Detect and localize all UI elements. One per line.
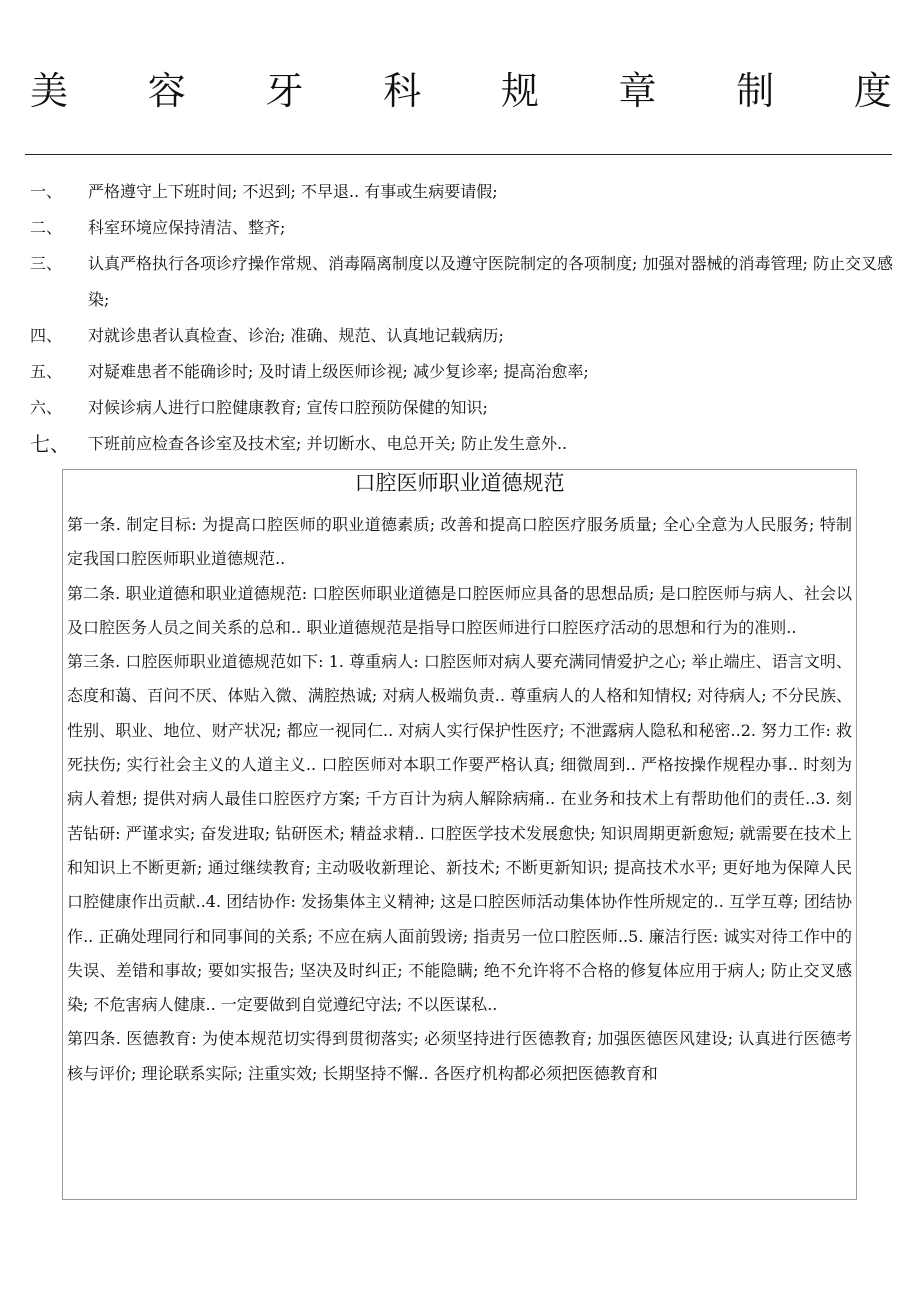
rule-item: [30, 246, 900, 318]
title-char: 度: [853, 69, 892, 113]
rule-text: 对疑难患者不能确诊时; 及时请上级医师诊视; 减少复诊率; 提高治愈率;: [88, 362, 589, 381]
rule-item: [30, 318, 900, 354]
rule-number: 五、: [30, 362, 63, 381]
ethics-title: 口腔医师职业道德规范: [354, 471, 565, 495]
rule-number: 二、: [30, 218, 63, 237]
rule-item: [30, 390, 900, 426]
ethics-article: 第三条. 口腔医师职业道德规范如下: 1. 尊重病人: 口腔医师对病人要充满同情爱护之心; 举止端庄、语言文明、态度和蔼、百问不厌、体贴入微、满腔热诚; 对病人极端负责.. 尊重病人的人格和知情权; 对待病人; 不分民族、性别、职业、地位、财产状况; 都应一视同仁.. 对病人实行保护性医疗; 不泄露病人隐私和秘密..2. 努力工作: 救死扶伤; 实行社会主义的人道主义.. 口腔医师对本职工作要严格认真; 细微周到.. 严格按操作规程办事.. 时刻为病人着想; 提供对病人最佳口腔医疗方案; 千方百计为病人解除病痛.. 在业务和技术上有帮助他们的责任..3. 刻苦钻研: 严谨求实; 奋发进取; 钻研医术; 精益求精.. 口腔医学技术发展愈快; 知识周期更新愈短; 就需要在技术上和知识上不断更新; 通过继续教育; 主动吸收新理论、新技术; 不断更新知识; 提高技术水平; 更好地为保障人民口腔健康作出贡献..4. 团结协作: 发扬集体主义精神; 这是口腔医师活动集体协作性所规定的.. 互学互尊; 团结协作.. 正确处理同行和同事间的关系; 不应在病人面前毁谤; 指责另一位口腔医师..5. 廉洁行医: 诚实对待工作中的失误、差错和事故; 要如实报告; 坚决及时纠正; 不能隐瞒; 绝不允许将不合格的修复体应用于病人; 防止交叉感染; 不危害病人健康.. 一定要做到自觉遵纪守法; 不以医谋私..: [67, 652, 852, 1015]
rule-text: 科室环境应保持清洁、整齐;: [88, 218, 286, 237]
rule-number: 四、: [30, 326, 63, 345]
rule-number: 六、: [30, 398, 63, 417]
title-char: 章: [618, 69, 657, 113]
title-char: 美: [30, 69, 69, 113]
rule-number: 一、: [30, 182, 63, 201]
rule-item: [30, 210, 900, 246]
rules-list: [30, 174, 900, 462]
rule-item: [30, 354, 900, 390]
title-char: 科: [383, 69, 422, 113]
rule-number: 三、: [30, 254, 63, 273]
rule-text: 认真严格执行各项诊疗操作常规、消毒隔离制度以及遵守医院制定的各项制度; 加强对器械的消毒管理; 防止交叉感染;: [88, 254, 893, 309]
ethics-article: 第二条. 职业道德和职业道德规范: 口腔医师职业道德是口腔医师应具备的思想品质; 是口腔医师与病人、社会以及口腔医务人员之间关系的总和.. 职业道德规范是指导口腔医师进行口腔医疗活动的思想和行为的准则..: [67, 583, 852, 637]
title-divider: [25, 154, 892, 155]
rule-text: 对就诊患者认真检查、诊治; 准确、规范、认真地记载病历;: [88, 326, 504, 345]
title-char: 制: [736, 69, 775, 113]
title-char: 规: [500, 69, 539, 113]
rule-item: [30, 174, 900, 210]
rule-text: 下班前应检查各诊室及技术室; 并切断水、电总开关; 防止发生意外..: [88, 434, 568, 453]
ethics-article: 第四条. 医德教育: 为使本规范切实得到贯彻落实; 必须坚持进行医德教育; 加强医德医风建设; 认真进行医德考核与评价; 理论联系实际; 注重实效; 长期坚持不懈.. 各医疗机构都必须把医德教育和: [67, 1029, 852, 1083]
rule-number: 七、: [30, 432, 70, 456]
rule-text: 严格遵守上下班时间; 不迟到; 不早退.. 有事或生病要请假;: [88, 182, 498, 201]
rule-item: [30, 426, 900, 462]
rule-text: 对候诊病人进行口腔健康教育; 宣传口腔预防保健的知识;: [88, 398, 488, 417]
title-char: 容: [147, 69, 186, 113]
document-title: [30, 66, 892, 116]
title-char: 牙: [265, 69, 304, 113]
ethics-box: [62, 469, 857, 1200]
ethics-article: 第一条. 制定目标: 为提高口腔医师的职业道德素质; 改善和提高口腔医疗服务质量; 全心全意为人民服务; 特制定我国口腔医师职业道德规范..: [67, 515, 852, 569]
